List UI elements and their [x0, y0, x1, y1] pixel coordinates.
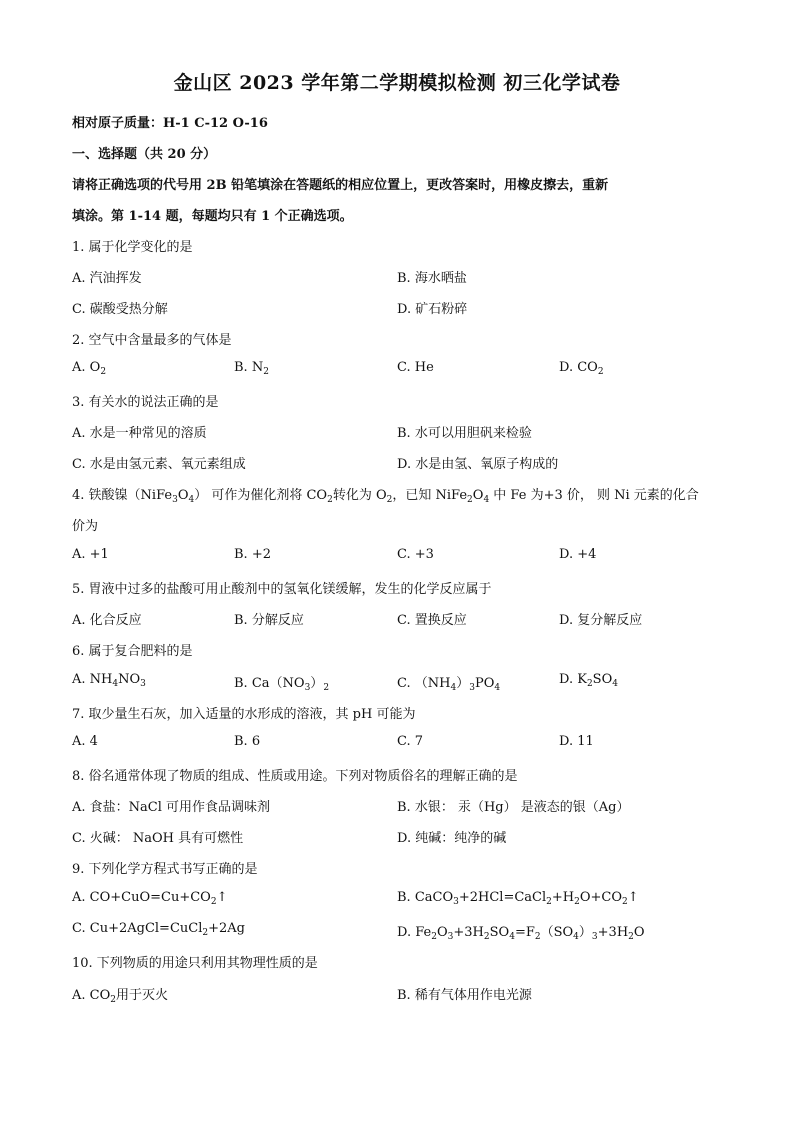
q10-option-a: A. $CO_2$用于灭火 [72, 988, 169, 1005]
q4-option-a: A. +1 [72, 547, 109, 562]
exam-title: 金山区 2023 学年第二学期模拟检测 初三化学试卷 [173, 72, 621, 94]
question-3-stem: 3. 有关水的说法正确的是 [72, 395, 219, 410]
q1-option-d: D. 矿石粉碎 [397, 302, 468, 317]
q2-option-d: D. $CO_2$ [559, 360, 604, 377]
question-6-options [72, 672, 732, 692]
question-2-options [72, 360, 732, 380]
q9-option-a: A. $CO+CuO=Cu+CO_2↑$ [72, 890, 228, 907]
question-8-options-row-1 [72, 796, 732, 816]
q2-option-c: C. He [397, 360, 434, 375]
question-5-stem: 5. 胃液中过多的盐酸可用止酸剂中的氢氧化镁缓解，发生的化学反应属于 [72, 582, 492, 597]
question-4-stem-line-2: 价为 [72, 519, 99, 534]
question-4-stem: 4. 铁酸镍$(NiFe_3O_4)$ 可作为催化剂将 $CO_2$转化为 $O_2$，已知 $NiFe_2O_4$ 中 Fe 为+3 价， 则 Ni 元素的化合 [72, 488, 699, 505]
q9-option-d: D. $Fe_2O_3+3H_2SO_4=F_2(SO_4)_3+3H_2O$ [397, 925, 645, 942]
q6-option-c: C. $(NH_4)_3PO_4$ [397, 676, 501, 693]
q7-option-d: D. 11 [559, 734, 594, 749]
atomic-mass-line: 相对原子质量：H-1 C-12 O-16 [72, 116, 268, 131]
q7-option-b: B. 6 [234, 734, 261, 749]
q8-option-a: A. 食盐：NaCl 可用作食品调味剂 [72, 800, 271, 815]
q4-option-b: B. +2 [234, 547, 271, 562]
question-9-options-row-1 [72, 890, 732, 910]
q5-option-a: A. 化合反应 [72, 613, 142, 628]
question-8-options-row-2 [72, 827, 732, 847]
q7-option-a: A. 4 [72, 734, 98, 749]
q2-option-a: A. $O_2$ [72, 360, 107, 377]
question-9-stem: 9. 下列化学方程式书写正确的是 [72, 862, 258, 877]
question-10-options-row-1 [72, 984, 732, 1004]
q4-option-d: D. +4 [559, 547, 597, 562]
question-9-options-row-2 [72, 921, 732, 941]
section-heading: 一、选择题（共 20 分） [72, 147, 217, 162]
question-6-stem: 6. 属于复合肥料的是 [72, 644, 193, 659]
q3-option-b: B. 水可以用胆矾来检验 [397, 426, 532, 441]
instructions-line-2: 填涂。第 1-14 题，每题均只有 1 个正确选项。 [72, 209, 353, 224]
question-7-options [72, 734, 732, 754]
q8-option-d: D. 纯碱：纯净的碱 [397, 831, 507, 846]
q5-option-c: C. 置换反应 [397, 613, 467, 628]
question-7-stem: 7. 取少量生石灰，加入适量的水形成的溶液，其 pH 可能为 [72, 707, 416, 722]
question-1-stem: 1. 属于化学变化的是 [72, 240, 193, 255]
q2-option-b: B. $N_2$ [234, 360, 269, 377]
q10-option-b: B. 稀有气体用作电光源 [397, 988, 532, 1003]
q3-option-c: C. 水是由氢元素、氧元素组成 [72, 457, 246, 472]
q8-option-c: C. 火碱： NaOH 具有可燃性 [72, 831, 244, 846]
q7-option-c: C. 7 [397, 734, 424, 749]
question-5-options [72, 609, 732, 629]
q6-option-b: B. $Ca(NO_3)_2$ [234, 676, 330, 693]
q1-option-b: B. 海水晒盐 [397, 271, 467, 286]
q6-option-d: D. $K_2SO_4$ [559, 672, 618, 689]
question-1-options-row-1 [72, 267, 732, 287]
question-8-stem: 8. 俗名通常体现了物质的组成、性质或用途。下列对物质俗名的理解正确的是 [72, 769, 518, 784]
q1-option-a: A. 汽油挥发 [72, 271, 142, 286]
q6-option-a: A. $NH_4NO_3$ [72, 672, 146, 689]
question-1-options-row-2 [72, 298, 732, 318]
q1-option-c: C. 碳酸受热分解 [72, 302, 168, 317]
q5-option-d: D. 复分解反应 [559, 613, 643, 628]
instructions-line-1: 请将正确选项的代号用 2B 铅笔填涂在答题纸的相应位置上，更改答案时，用橡皮擦去，重新 [72, 178, 609, 193]
q3-option-d: D. 水是由氢、氧原子构成的 [397, 457, 559, 472]
question-3-options-row-1 [72, 422, 732, 442]
question-10-stem: 10. 下列物质的用途只利用其物理性质的是 [72, 956, 318, 971]
q9-option-b: B. $CaCO_3+2HCl=CaCl_2+H_2O+CO_2↑$ [397, 890, 639, 907]
question-4-options [72, 547, 732, 567]
question-3-options-row-2 [72, 453, 732, 473]
question-2-stem: 2. 空气中含量最多的气体是 [72, 333, 232, 348]
q3-option-a: A. 水是一种常见的溶质 [72, 426, 207, 441]
q9-option-c: C. Cu+2AgCl=CuCl$_2$+2Ag [72, 921, 245, 938]
q5-option-b: B. 分解反应 [234, 613, 304, 628]
q4-option-c: C. +3 [397, 547, 434, 562]
q8-option-b: B. 水银： 汞（Hg） 是液态的银（Ag） [397, 800, 630, 815]
